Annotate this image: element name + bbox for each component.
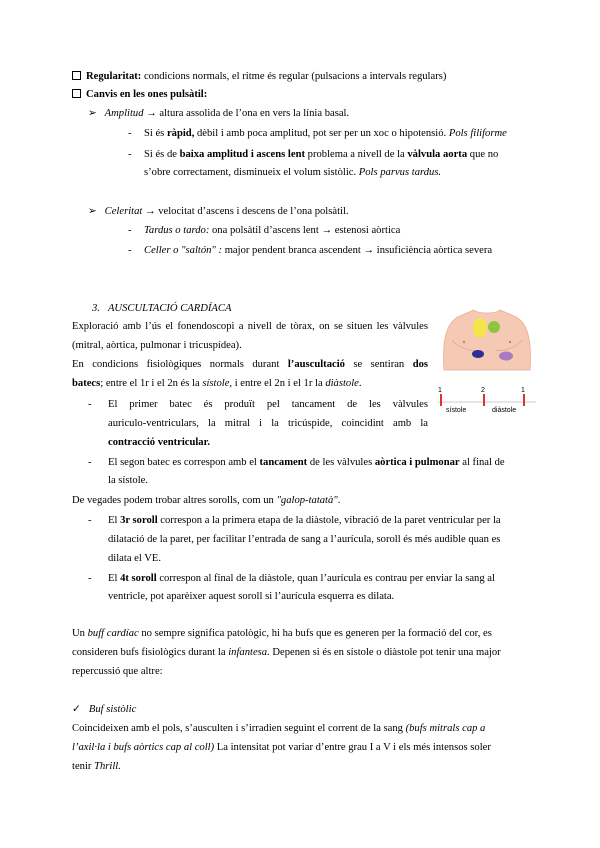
amplitude-fast-bold: ràpid, bbox=[166, 128, 195, 139]
intro-line3-mid: se sentiran bbox=[344, 359, 413, 370]
diastole-label: diàstole bbox=[492, 407, 517, 412]
intro-line1: Exploració amb l’ús el fonendoscopi a nivell de tòrax, on se situen les vàlvules bbox=[72, 321, 428, 332]
amplitude-low-bold1: baixa amplitud i ascens lent bbox=[179, 149, 305, 160]
systolic-title: Buf sistòlic bbox=[88, 704, 137, 715]
tardus-text: ona polsàtil d’ascens lent → estenosi aòrtica bbox=[209, 225, 401, 236]
fourth-bold: 4t soroll bbox=[120, 573, 157, 584]
aortic-area-marker bbox=[473, 318, 487, 338]
bullet-dash: - bbox=[88, 399, 92, 410]
intro-line4-bold: batecs bbox=[72, 378, 101, 389]
systolic-line1 bbox=[72, 722, 485, 736]
intro-line4-italic2: diàstole bbox=[325, 378, 359, 389]
amplitude-low-italic: Pols parvus tardus. bbox=[358, 167, 442, 178]
amplitude-low-line: - Si és de baixa amplitud i ascens lent problema a nivell de la vàlvula aorta que no bbox=[128, 149, 499, 160]
regularity-text: condicions normals, el ritme és regular (pulsacions a intervals regulars) bbox=[141, 71, 447, 82]
tick-label-3: 1 bbox=[521, 387, 525, 394]
intro-line3-pre: En condicions fisiològiques normals durant bbox=[72, 359, 288, 370]
celerity-text: → velocitat d’ascens i descens de l’ona polsàtil. bbox=[142, 206, 349, 217]
section-title: AUSCULTACIÓ CARDÍACA bbox=[107, 303, 232, 314]
intro-line2: (mitral, aòrtica, pulmonar i tricuspídea). bbox=[72, 340, 242, 351]
beat2-line1 bbox=[108, 456, 505, 470]
murmur-line2-pre: consideren bufs fisiològics durant la bbox=[72, 647, 229, 658]
systolic-line3-italic: Thrill. bbox=[94, 761, 121, 772]
auscultation-diagram bbox=[438, 300, 536, 412]
beat2-mid: de les vàlvules bbox=[307, 457, 375, 468]
fourth-line2: ventricle, pot aparèixer aquest soroll si l’aurícula esquerra es dilata. bbox=[108, 591, 395, 602]
section-number: 3. bbox=[92, 303, 100, 314]
other-sounds-post: . bbox=[337, 495, 341, 506]
beat2-bold: tancament bbox=[259, 457, 308, 468]
celler-term: Celler o "saltón" : bbox=[144, 245, 223, 256]
beat1-line1: El primer batec és produït pel tancament de les vàlvules bbox=[108, 399, 428, 410]
tricuspid-area-marker bbox=[472, 350, 484, 358]
murmur-line3: repercussió que altre: bbox=[72, 666, 163, 677]
systolic-line1-pre: Coincideixen amb el pols, s’ausculten i s’irradien seguint el corrent de la sang bbox=[72, 723, 406, 734]
third-line1 bbox=[108, 514, 501, 528]
third-pre: El bbox=[108, 515, 121, 526]
pulmonary-area-marker bbox=[488, 321, 500, 333]
regularity-line bbox=[72, 70, 446, 84]
bullet-dash: - bbox=[88, 573, 92, 584]
murmur-pre: Un bbox=[72, 628, 88, 639]
intro-line4 bbox=[72, 377, 362, 391]
third-line2: dilatació de la paret, per facilitar l’entrada de sang a l’aurícula, soroll és més audible quan es bbox=[108, 534, 501, 545]
beat2-bold2: aòrtica i pulmonar bbox=[374, 457, 460, 468]
tick-label-1: 1 bbox=[438, 387, 442, 394]
celerity-term: Celeritat bbox=[104, 206, 143, 217]
tick-label-2: 2 bbox=[481, 387, 485, 394]
other-sounds-italic: "galop-tatatà" bbox=[276, 495, 338, 506]
intro-line3-bold: l’auscultació bbox=[287, 359, 345, 370]
systolic-line2-italic: l’axil·la i bufs aòrtics cap al coll) bbox=[72, 742, 215, 753]
amplitude-fast-line: - Si és ràpid, dèbil i amb poca amplitud, pot ser per un xoc o hipotensió. Pols filiforme bbox=[128, 128, 507, 139]
celerity-celler-line: - Celler o "saltón" : major pendent branca ascendent → insuficiència aòrtica severa bbox=[128, 245, 493, 256]
mitral-area-marker bbox=[499, 352, 513, 361]
systolic-line2 bbox=[72, 741, 491, 755]
section-heading bbox=[92, 302, 231, 316]
third-post: correspon a la primera etapa de la diàstole, vibració de la paret ventricular per la bbox=[157, 515, 501, 526]
amplitude-low-bold2: vàlvula aorta bbox=[407, 149, 468, 160]
amplitude-low-line2 bbox=[144, 166, 441, 180]
arrow-bullet-icon: ➢ bbox=[88, 108, 97, 119]
auscultation-diagram-svg bbox=[438, 300, 536, 412]
amplitude-low-mid: problema a nivell de la bbox=[305, 149, 408, 160]
bullet-dash: - bbox=[88, 515, 92, 526]
murmur-line2-italic: infantesa. bbox=[228, 647, 270, 658]
intro-line4-pre: ; entre el 1r i el 2n és la bbox=[100, 378, 203, 389]
arrow-bullet-icon: ➢ bbox=[88, 206, 97, 217]
checkbox-bullet-icon bbox=[72, 71, 81, 80]
intro-line4-mid: , i entre el 2n i el 1r la bbox=[229, 378, 326, 389]
murmur-post: no sempre significa patològic, hi ha bufs que es generen per la formació del cor, es bbox=[138, 628, 492, 639]
third-line3: dilata el VE. bbox=[108, 553, 162, 564]
tardus-term: Tardus o tardo: bbox=[144, 225, 210, 236]
amplitude-line bbox=[88, 107, 349, 121]
amplitude-text: → altura assolida de l’ona en vers la línia basal. bbox=[143, 108, 350, 119]
pulse-changes-label: Canvis en les ones pulsàtil: bbox=[86, 89, 208, 100]
celerity-tardus-line: - Tardus o tardo: ona polsàtil d’ascens lent → estenosi aòrtica bbox=[128, 225, 401, 236]
systolic-line3-pre: tenir bbox=[72, 761, 95, 772]
celerity-line bbox=[88, 205, 349, 219]
amplitude-fast-post: dèbil i amb poca amplitud, pot ser per un xoc o hipotensió. bbox=[194, 128, 449, 139]
amplitude-term: Amplitud bbox=[104, 108, 144, 119]
systolic-heading bbox=[72, 703, 136, 717]
intro-line4-end: . bbox=[358, 378, 362, 389]
celler-text: major pendent branca ascendent → insuficiència aòrtica severa bbox=[222, 245, 493, 256]
systolic-line2-post: La intensitat pot variar d’entre grau I a V i els més intensos soler bbox=[214, 742, 491, 753]
beat2-line2: la sístole. bbox=[108, 475, 149, 486]
regularity-label: Regularitat: bbox=[86, 71, 142, 82]
intro-line4-italic: sístole bbox=[202, 378, 230, 389]
systolic-line1-italic: (bufs mitrals cap a bbox=[405, 723, 486, 734]
systolic-line3 bbox=[72, 760, 121, 774]
amplitude-fast-pre: Si és bbox=[144, 128, 167, 139]
murmur-line1 bbox=[72, 627, 492, 641]
amplitude-fast-italic: Pols filiforme bbox=[448, 128, 507, 139]
fourth-pre: El bbox=[108, 573, 121, 584]
pulse-changes-line bbox=[72, 88, 207, 102]
torso-illustration bbox=[444, 310, 531, 370]
other-sounds-pre: De vegades podem trobar altres sorolls, com un bbox=[72, 495, 277, 506]
murmur-line2 bbox=[72, 646, 501, 660]
beat2-post: al final de bbox=[459, 457, 505, 468]
third-bold: 3r soroll bbox=[120, 515, 158, 526]
murmur-line2-post: Depenen si és en sístole o diàstole pot tenir una major bbox=[269, 647, 501, 658]
amplitude-low-post: que no bbox=[467, 149, 499, 160]
intro-line3-bold2: dos bbox=[412, 359, 428, 370]
bullet-dash: - bbox=[88, 457, 92, 468]
amplitude-low-pre: Si és de bbox=[144, 149, 180, 160]
amplitude-low-line2-text: s’obre correctament, disminueix el volum sistòlic. bbox=[144, 167, 359, 178]
beat1-line2: auriculo-ventriculars, la mitral i la tricúspide, coincidint amb la bbox=[108, 418, 428, 429]
intro-line3 bbox=[72, 358, 428, 372]
fourth-post: correspon al final de la diàstole, quan l’aurícula es contrau per enviar la sang al bbox=[156, 573, 495, 584]
beat1-line3: contracció ventricular. bbox=[108, 437, 210, 448]
check-icon: ✓ bbox=[72, 704, 81, 715]
murmur-italic: buff cardíac bbox=[87, 628, 139, 639]
beat2-pre: El segon batec es correspon amb el bbox=[108, 457, 260, 468]
other-sounds-line bbox=[72, 494, 340, 508]
fourth-line1 bbox=[108, 572, 495, 586]
checkbox-bullet-icon bbox=[72, 89, 81, 98]
systole-label: sístole bbox=[446, 407, 467, 412]
